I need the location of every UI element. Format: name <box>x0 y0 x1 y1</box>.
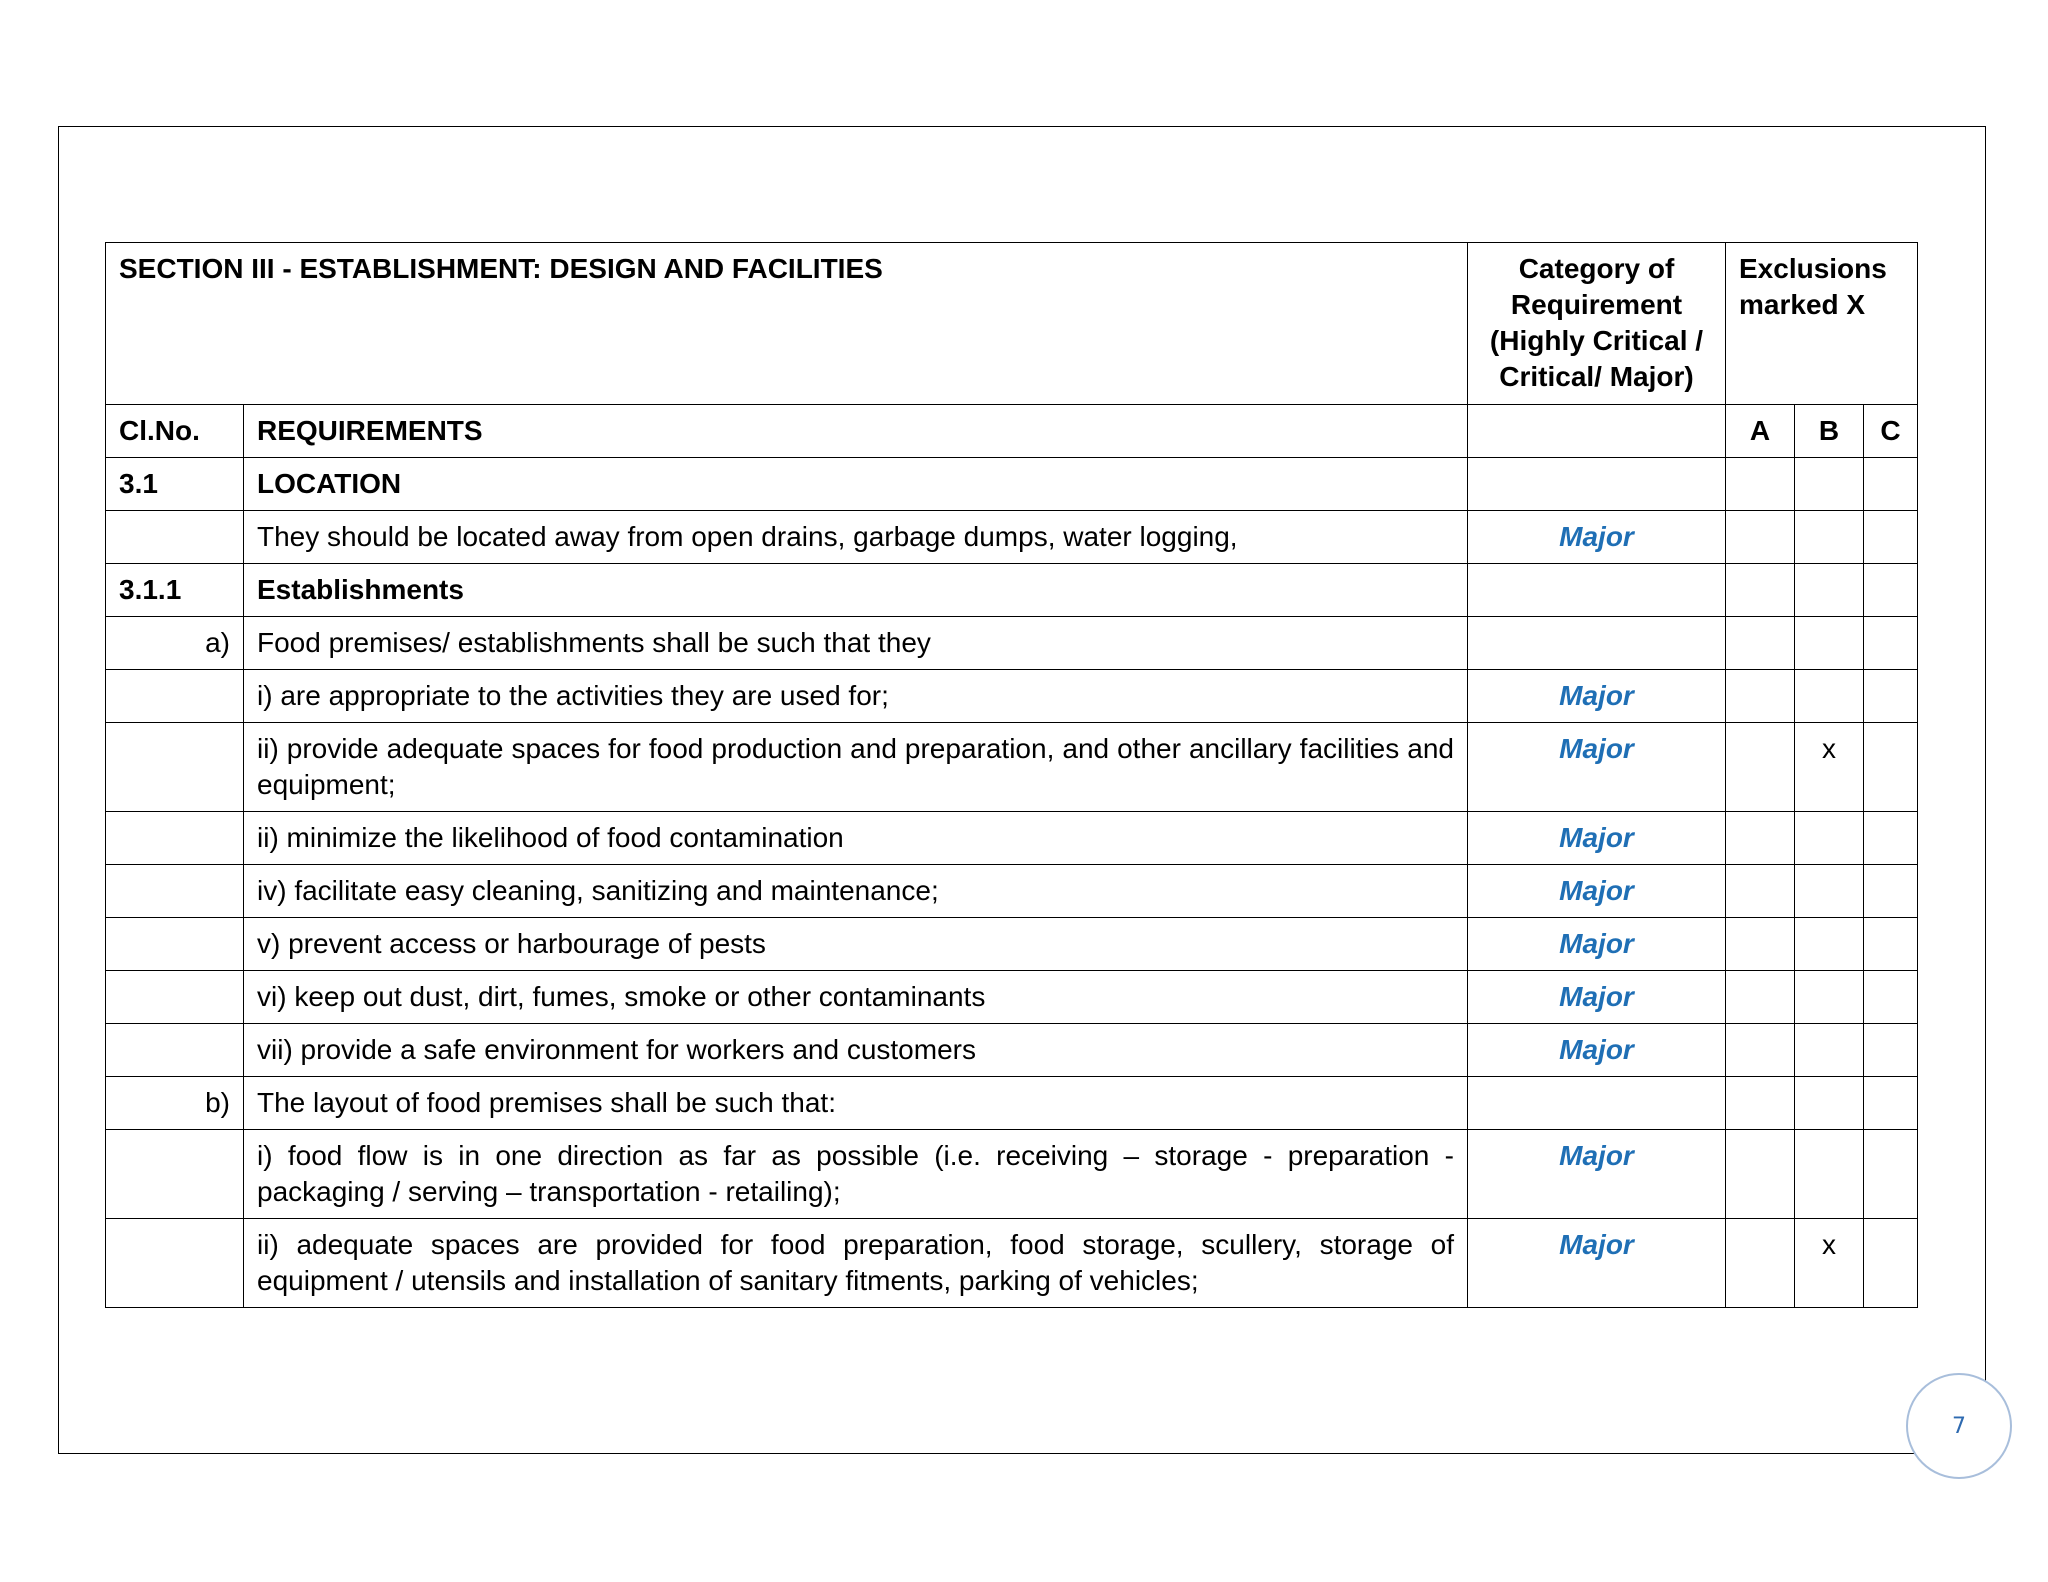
requirement-cell: The layout of food premises shall be such that: <box>244 1077 1468 1130</box>
exclusion-b-cell: x <box>1795 723 1864 812</box>
exclusion-a-cell <box>1726 511 1795 564</box>
requirement-cell: Establishments <box>244 564 1468 617</box>
exclusion-c-cell <box>1864 723 1918 812</box>
category-cell <box>1468 617 1726 670</box>
exclusion-a-cell <box>1726 1130 1795 1219</box>
col-c-header: C <box>1864 405 1918 458</box>
table-row <box>106 1219 1918 1308</box>
exclusion-b-cell <box>1795 670 1864 723</box>
clno-cell: 3.1 <box>106 458 244 511</box>
exclusion-a-cell <box>1726 865 1795 918</box>
category-cell <box>1468 458 1726 511</box>
requirement-cell: i) food flow is in one direction as far as possible (i.e. receiving – storage - preparation - packaging / serving – transportation - retailing); <box>244 1130 1468 1219</box>
requirement-cell: Food premises/ establishments shall be such that they <box>244 617 1468 670</box>
clno-cell: b) <box>106 1077 244 1130</box>
requirement-cell: They should be located away from open drains, garbage dumps, water logging, <box>244 511 1468 564</box>
col-b-header: B <box>1795 405 1864 458</box>
table-row <box>106 918 1918 971</box>
page-number: 7 <box>1952 1413 1966 1439</box>
exclusion-c-cell <box>1864 564 1918 617</box>
table-row <box>106 511 1918 564</box>
category-cell: Major <box>1468 511 1726 564</box>
exclusion-c-cell <box>1864 865 1918 918</box>
clno-cell <box>106 812 244 865</box>
requirement-cell: ii) minimize the likelihood of food contamination <box>244 812 1468 865</box>
exclusion-a-cell <box>1726 564 1795 617</box>
exclusion-a-cell <box>1726 812 1795 865</box>
clno-cell <box>106 1130 244 1219</box>
category-cell <box>1468 564 1726 617</box>
clno-cell: 3.1.1 <box>106 564 244 617</box>
requirement-cell: ii) adequate spaces are provided for food preparation, food storage, scullery, storage of equipment / utensils and installation of sanitary fitments, parking of vehicles; <box>244 1219 1468 1308</box>
exclusion-c-cell <box>1864 458 1918 511</box>
exclusion-c-cell <box>1864 918 1918 971</box>
exclusion-b-cell <box>1795 918 1864 971</box>
exclusion-a-cell <box>1726 723 1795 812</box>
exclusion-a-cell <box>1726 458 1795 511</box>
table-row <box>106 670 1918 723</box>
table-row <box>106 564 1918 617</box>
category-cell: Major <box>1468 971 1726 1024</box>
exclusion-c-cell <box>1864 971 1918 1024</box>
exclusion-a-cell <box>1726 971 1795 1024</box>
table-row <box>106 971 1918 1024</box>
exclusion-b-cell <box>1795 564 1864 617</box>
exclusion-b-cell <box>1795 1130 1864 1219</box>
table-row <box>106 1024 1918 1077</box>
requirement-cell: vii) provide a safe environment for workers and customers <box>244 1024 1468 1077</box>
exclusion-c-cell <box>1864 1130 1918 1219</box>
table-row <box>106 865 1918 918</box>
exclusion-c-cell <box>1864 670 1918 723</box>
table-row <box>106 1077 1918 1130</box>
requirement-cell: vi) keep out dust, dirt, fumes, smoke or other contaminants <box>244 971 1468 1024</box>
clno-cell <box>106 918 244 971</box>
clno-header: Cl.No. <box>106 405 244 458</box>
section-title: SECTION III - ESTABLISHMENT: DESIGN AND FACILITIES <box>106 243 1468 405</box>
exclusion-a-cell <box>1726 1024 1795 1077</box>
category-cell: Major <box>1468 918 1726 971</box>
exclusion-c-cell <box>1864 617 1918 670</box>
clno-cell: a) <box>106 617 244 670</box>
page-number-badge <box>1906 1373 2012 1479</box>
exclusion-b-cell <box>1795 971 1864 1024</box>
exclusion-b-cell: x <box>1795 1219 1864 1308</box>
category-cell <box>1468 1077 1726 1130</box>
col-a-header: A <box>1726 405 1795 458</box>
exclusion-b-cell <box>1795 812 1864 865</box>
exclusion-c-cell <box>1864 1219 1918 1308</box>
exclusion-a-cell <box>1726 617 1795 670</box>
table-row <box>106 617 1918 670</box>
requirements-table <box>105 242 1918 1308</box>
exclusion-b-cell <box>1795 511 1864 564</box>
requirement-cell: i) are appropriate to the activities they are used for; <box>244 670 1468 723</box>
table-row <box>106 1130 1918 1219</box>
table-row <box>106 812 1918 865</box>
exclusion-a-cell <box>1726 918 1795 971</box>
category-header: Category of Requirement (Highly Critical / Critical/ Major) <box>1468 243 1726 405</box>
table-row <box>106 458 1918 511</box>
category-cell: Major <box>1468 865 1726 918</box>
exclusion-a-cell <box>1726 1077 1795 1130</box>
column-header-row <box>106 405 1918 458</box>
exclusion-c-cell <box>1864 1077 1918 1130</box>
category-cell: Major <box>1468 1219 1726 1308</box>
clno-cell <box>106 865 244 918</box>
table-row <box>106 723 1918 812</box>
requirements-header: REQUIREMENTS <box>244 405 1468 458</box>
exclusion-c-cell <box>1864 812 1918 865</box>
exclusion-b-cell <box>1795 458 1864 511</box>
category-cell: Major <box>1468 812 1726 865</box>
exclusion-a-cell <box>1726 670 1795 723</box>
category-cell: Major <box>1468 723 1726 812</box>
clno-cell <box>106 723 244 812</box>
exclusion-c-cell <box>1864 1024 1918 1077</box>
category-cell: Major <box>1468 670 1726 723</box>
clno-cell <box>106 1219 244 1308</box>
category-blank-header <box>1468 405 1726 458</box>
exclusion-a-cell <box>1726 1219 1795 1308</box>
exclusion-b-cell <box>1795 1077 1864 1130</box>
requirement-cell: iv) facilitate easy cleaning, sanitizing and maintenance; <box>244 865 1468 918</box>
exclusion-b-cell <box>1795 865 1864 918</box>
clno-cell <box>106 511 244 564</box>
exclusions-header: Exclusions marked X <box>1726 243 1918 405</box>
requirement-cell: ii) provide adequate spaces for food production and preparation, and other ancillary facilities and equipment; <box>244 723 1468 812</box>
requirement-cell: LOCATION <box>244 458 1468 511</box>
exclusion-b-cell <box>1795 1024 1864 1077</box>
category-cell: Major <box>1468 1024 1726 1077</box>
section-header-row <box>106 243 1918 405</box>
clno-cell <box>106 971 244 1024</box>
clno-cell <box>106 670 244 723</box>
requirement-cell: v) prevent access or harbourage of pests <box>244 918 1468 971</box>
exclusion-b-cell <box>1795 617 1864 670</box>
category-cell: Major <box>1468 1130 1726 1219</box>
clno-cell <box>106 1024 244 1077</box>
exclusion-c-cell <box>1864 511 1918 564</box>
